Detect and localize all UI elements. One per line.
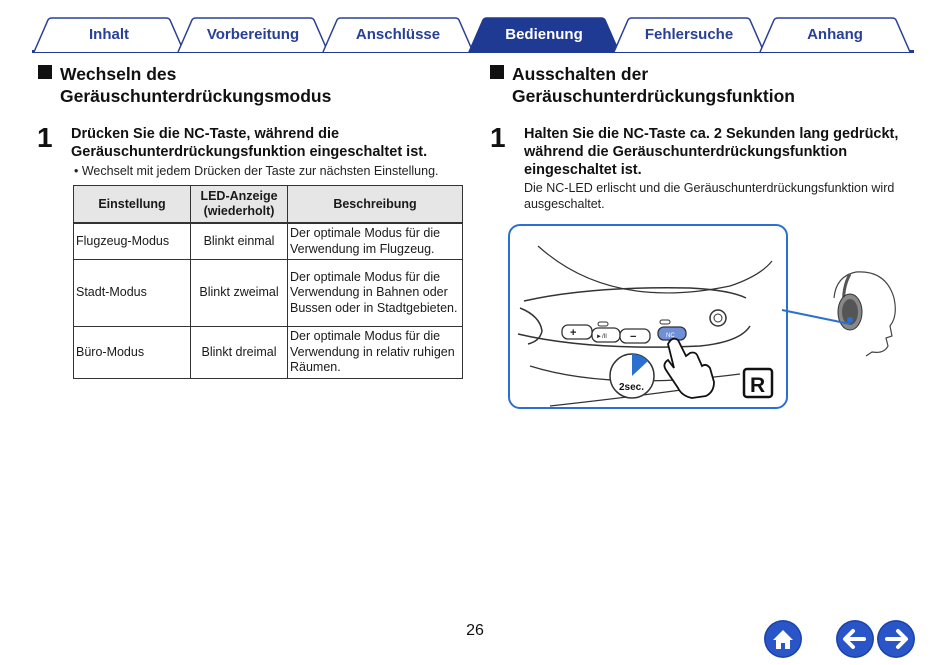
tab-bedienung[interactable] bbox=[469, 17, 619, 52]
table-cell: Blinkt dreimal bbox=[191, 327, 288, 379]
vol-plus-label: + bbox=[570, 327, 577, 339]
finger-icon bbox=[664, 339, 714, 398]
heading-line: Wechseln des bbox=[60, 64, 177, 84]
vol-minus-label: − bbox=[630, 331, 637, 343]
table-cell: Stadt-Modus bbox=[74, 260, 191, 327]
heading-square-icon bbox=[490, 65, 504, 79]
bullet-note bbox=[74, 163, 474, 179]
tab-anschluesse[interactable] bbox=[323, 17, 473, 52]
table-row bbox=[74, 260, 463, 327]
led-indicator bbox=[598, 322, 608, 326]
side-label: R bbox=[750, 374, 766, 397]
page-number: 26 bbox=[466, 622, 484, 639]
play-label: ►/II bbox=[596, 334, 607, 340]
callout-connector bbox=[780, 300, 852, 330]
duration-label: 2sec. bbox=[619, 382, 645, 393]
earcup-drawing bbox=[510, 226, 786, 407]
home-icon bbox=[764, 620, 802, 658]
heading-line: Geräuschunterdrückungsmodus bbox=[60, 86, 332, 106]
tab-label: Inhalt bbox=[89, 26, 129, 43]
step-line: Halten Sie die NC-Taste ca. 2 Sekunden lang gedrückt, bbox=[524, 126, 899, 142]
bullet-icon: • bbox=[74, 164, 82, 178]
section-heading-left bbox=[38, 63, 458, 107]
back-button[interactable] bbox=[836, 620, 874, 658]
forward-button[interactable] bbox=[877, 620, 915, 658]
table-row bbox=[74, 223, 463, 260]
table-cell: Der optimale Modus für die Verwendung im Flugzeug. bbox=[288, 223, 463, 260]
nc-button[interactable] bbox=[658, 327, 686, 340]
arrow-right-icon bbox=[877, 620, 915, 658]
description-line: Die NC-LED erlischt und die Geräuschunterdrückungsfunktion wird bbox=[524, 181, 895, 195]
home-button[interactable] bbox=[764, 620, 802, 658]
step-number: 1 bbox=[37, 122, 53, 153]
step-line: Drücken Sie die NC-Taste, während die bbox=[71, 126, 340, 142]
description-line: ausgeschaltet. bbox=[524, 197, 605, 211]
step-line: eingeschaltet ist. bbox=[524, 162, 642, 178]
heading-square-icon bbox=[38, 65, 52, 79]
right-side-badge bbox=[744, 369, 772, 397]
headphone-illustration bbox=[508, 224, 788, 409]
tab-inhalt[interactable] bbox=[34, 17, 184, 52]
volume-minus-button[interactable] bbox=[620, 329, 650, 343]
timer-2sec bbox=[610, 354, 654, 398]
tab-label: Vorbereitung bbox=[206, 26, 300, 43]
tab-vorbereitung[interactable] bbox=[178, 17, 328, 52]
step-text bbox=[71, 125, 471, 161]
step-line: Geräuschunterdrückungsfunktion eingeschaltet ist. bbox=[71, 144, 428, 160]
heading-line: Geräuschunterdrückungsfunktion bbox=[512, 86, 795, 106]
tab-label: Anschlüsse bbox=[355, 26, 441, 43]
tab-label: Fehlersuche bbox=[644, 26, 734, 43]
table-header: LED-Anzeige (wiederholt) bbox=[191, 186, 288, 224]
table-cell: Flugzeug-Modus bbox=[74, 223, 191, 260]
heading-line: Ausschalten der bbox=[512, 64, 649, 84]
table-header: Einstellung bbox=[74, 186, 191, 224]
table-row bbox=[74, 327, 463, 379]
step-line: während die Geräuschunterdrückungsfunktion bbox=[524, 144, 848, 160]
step-text bbox=[524, 125, 924, 179]
mode-table bbox=[73, 185, 463, 379]
table-cell: Blinkt zweimal bbox=[191, 260, 288, 327]
tab-anhang[interactable] bbox=[760, 17, 910, 52]
arrow-left-icon bbox=[836, 620, 874, 658]
table-cell: Der optimale Modus für die Verwendung in Bahnen oder Bussen oder in Stadtgebieten. bbox=[288, 260, 463, 327]
step-number: 1 bbox=[490, 122, 506, 153]
section-heading-right bbox=[490, 63, 910, 107]
table-header: Beschreibung bbox=[288, 186, 463, 224]
play-pause-button[interactable] bbox=[592, 328, 620, 342]
nc-label: NC bbox=[666, 333, 675, 339]
table-cell: Blinkt einmal bbox=[191, 223, 288, 260]
tab-label: Anhang bbox=[807, 26, 863, 43]
nc-led bbox=[660, 320, 670, 324]
tab-fehlersuche[interactable] bbox=[614, 17, 764, 52]
volume-plus-button[interactable] bbox=[562, 325, 592, 339]
table-header-row bbox=[74, 186, 463, 224]
tab-bar bbox=[0, 0, 950, 56]
tab-label: Bedienung bbox=[505, 26, 583, 43]
bullet-text: Wechselt mit jedem Drücken der Taste zur nächsten Einstellung. bbox=[81, 164, 439, 178]
step-description bbox=[524, 180, 924, 212]
table-cell: Büro-Modus bbox=[74, 327, 191, 379]
table-cell: Der optimale Modus für die Verwendung in relativ ruhigen Räumen. bbox=[288, 327, 463, 379]
